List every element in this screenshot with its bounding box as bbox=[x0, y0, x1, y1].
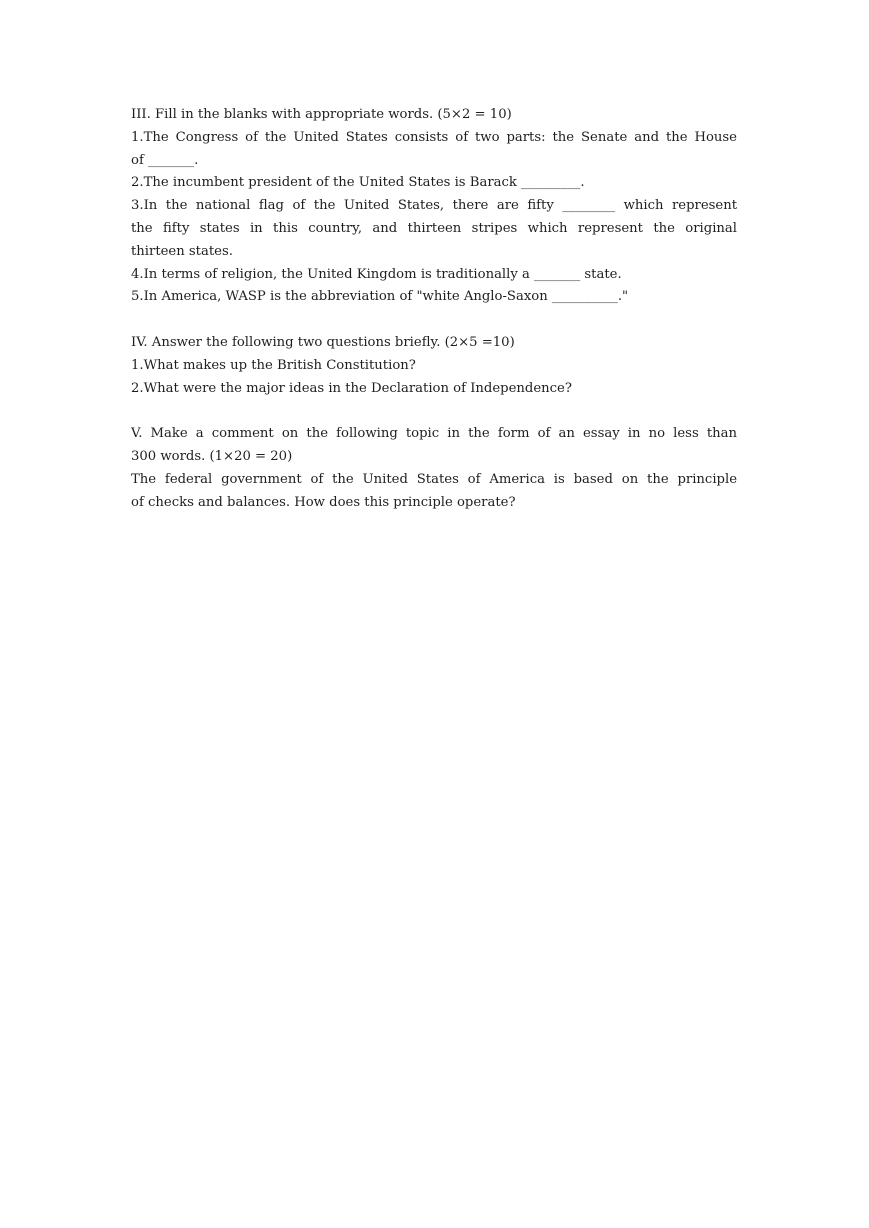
section-fill-in-blanks bbox=[131, 104, 737, 309]
essay-topic-line: of checks and balances. How does this principle operate? bbox=[131, 494, 516, 510]
document-page bbox=[131, 104, 737, 514]
section-heading: IV. Answer the following two questions briefly. (2×5 =10) bbox=[131, 334, 515, 350]
question-line: 3.In the national flag of the United States, there are fifty ________ which represent bbox=[131, 198, 737, 214]
question-line: thirteen states. bbox=[131, 243, 233, 259]
question-line: 5.In America, WASP is the abbreviation of "white Anglo-Saxon __________." bbox=[131, 289, 629, 305]
section-heading: V. Make a comment on the following topic in the form of an essay in no less than bbox=[131, 426, 737, 442]
spacer bbox=[131, 309, 737, 332]
section-essay bbox=[131, 423, 737, 514]
section-heading: III. Fill in the blanks with appropriate words. (5×2 = 10) bbox=[131, 107, 512, 122]
question-line: 1.The Congress of the United States consists of two parts: the Senate and the House bbox=[131, 129, 737, 145]
question-line: 1.What makes up the British Constitution? bbox=[131, 357, 416, 373]
question-line: 2.The incumbent president of the United States is Barack _________. bbox=[131, 175, 585, 191]
question-line: 2.What were the major ideas in the Declaration of Independence? bbox=[131, 380, 572, 396]
essay-topic-line: The federal government of the United States of America is based on the principle bbox=[131, 471, 737, 487]
section-short-answer bbox=[131, 332, 737, 400]
section-heading: 300 words. (1×20 = 20) bbox=[131, 448, 293, 464]
spacer bbox=[131, 400, 737, 423]
question-line: of _______. bbox=[131, 152, 199, 168]
question-line: 4.In terms of religion, the United Kingdom is traditionally a _______ state. bbox=[131, 266, 622, 282]
question-line: the fifty states in this country, and thirteen stripes which represent the original bbox=[131, 220, 737, 236]
